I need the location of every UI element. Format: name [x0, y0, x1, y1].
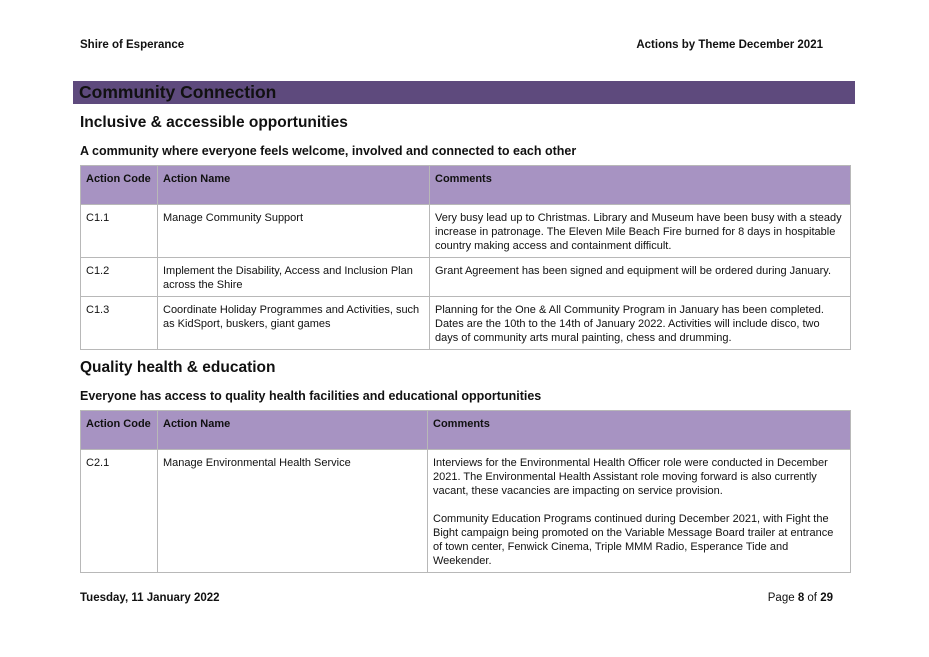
- section-2-table: [80, 410, 851, 573]
- action-code: C1.2: [81, 258, 158, 297]
- column-header-comments: Comments: [430, 166, 851, 205]
- action-name: Manage Environmental Health Service: [158, 450, 428, 573]
- section-1-subheading: A community where everyone feels welcome, involved and connected to each other: [80, 144, 577, 158]
- theme-title: Community Connection: [79, 82, 277, 102]
- table-row: [81, 450, 851, 573]
- column-header-action-code: Action Code: [81, 166, 158, 205]
- action-name: Manage Community Support: [158, 205, 430, 258]
- table-row: [81, 258, 851, 297]
- column-header-action-name: Action Name: [158, 166, 430, 205]
- section-1-table: [80, 165, 851, 350]
- table-row: [81, 297, 851, 350]
- page-label: Page: [767, 592, 798, 604]
- page-separator: of: [804, 592, 821, 604]
- action-comments: Very busy lead up to Christmas. Library and Museum have been busy with a steady increase in patronage. The Eleven Mile Beach Fire burned for 8 days in hospitable country making access and containment difficult.: [430, 205, 851, 258]
- comment-paragraph: Community Education Programs continued during December 2021, with Fight the Bight campaign being promoted on the Variable Message Board trailer at entrance of town center, Fenwick Cinema, Triple MMM Radio, Esperance Tide and Weekender.: [433, 513, 834, 567]
- header-report-title: Actions by Theme December 2021: [636, 39, 823, 51]
- column-header-action-name: Action Name: [158, 411, 428, 450]
- action-comments: Planning for the One & All Community Program in January has been completed. Dates are the 10th to the 14th of January 2022. Activities will include disco, two days of community arts mural painting, chess and drumming.: [430, 297, 851, 350]
- table-header-row: [81, 411, 851, 450]
- page-current: 8: [797, 592, 805, 604]
- action-code: C1.1: [81, 205, 158, 258]
- section-2-heading: Quality health & education: [80, 359, 276, 376]
- action-code: C2.1: [81, 450, 158, 573]
- footer-date: Tuesday, 11 January 2022: [80, 592, 220, 604]
- action-code: C1.3: [81, 297, 158, 350]
- column-header-action-code: Action Code: [81, 411, 158, 450]
- action-name: Implement the Disability, Access and Inclusion Plan across the Shire: [158, 258, 430, 297]
- action-name: Coordinate Holiday Programmes and Activities, such as KidSport, buskers, giant games: [158, 297, 430, 350]
- action-comments: Grant Agreement has been signed and equipment will be ordered during January.: [430, 258, 851, 297]
- footer-page-number: [768, 592, 833, 604]
- table-row: [81, 205, 851, 258]
- header-organisation: Shire of Esperance: [80, 39, 185, 51]
- section-2-subheading: Everyone has access to quality health facilities and educational opportunities: [80, 389, 542, 403]
- action-comments: [428, 450, 851, 573]
- comment-paragraph: Interviews for the Environmental Health Officer role were conducted in December 2021. The Environmental Health Assistant role moving forward is also currently vacant, these vacancies are impacting on service provision.: [433, 457, 828, 497]
- section-1-heading: Inclusive & accessible opportunities: [80, 114, 348, 131]
- column-header-comments: Comments: [428, 411, 851, 450]
- theme-banner: [73, 81, 855, 104]
- table-header-row: [81, 166, 851, 205]
- page-total: 29: [820, 592, 833, 604]
